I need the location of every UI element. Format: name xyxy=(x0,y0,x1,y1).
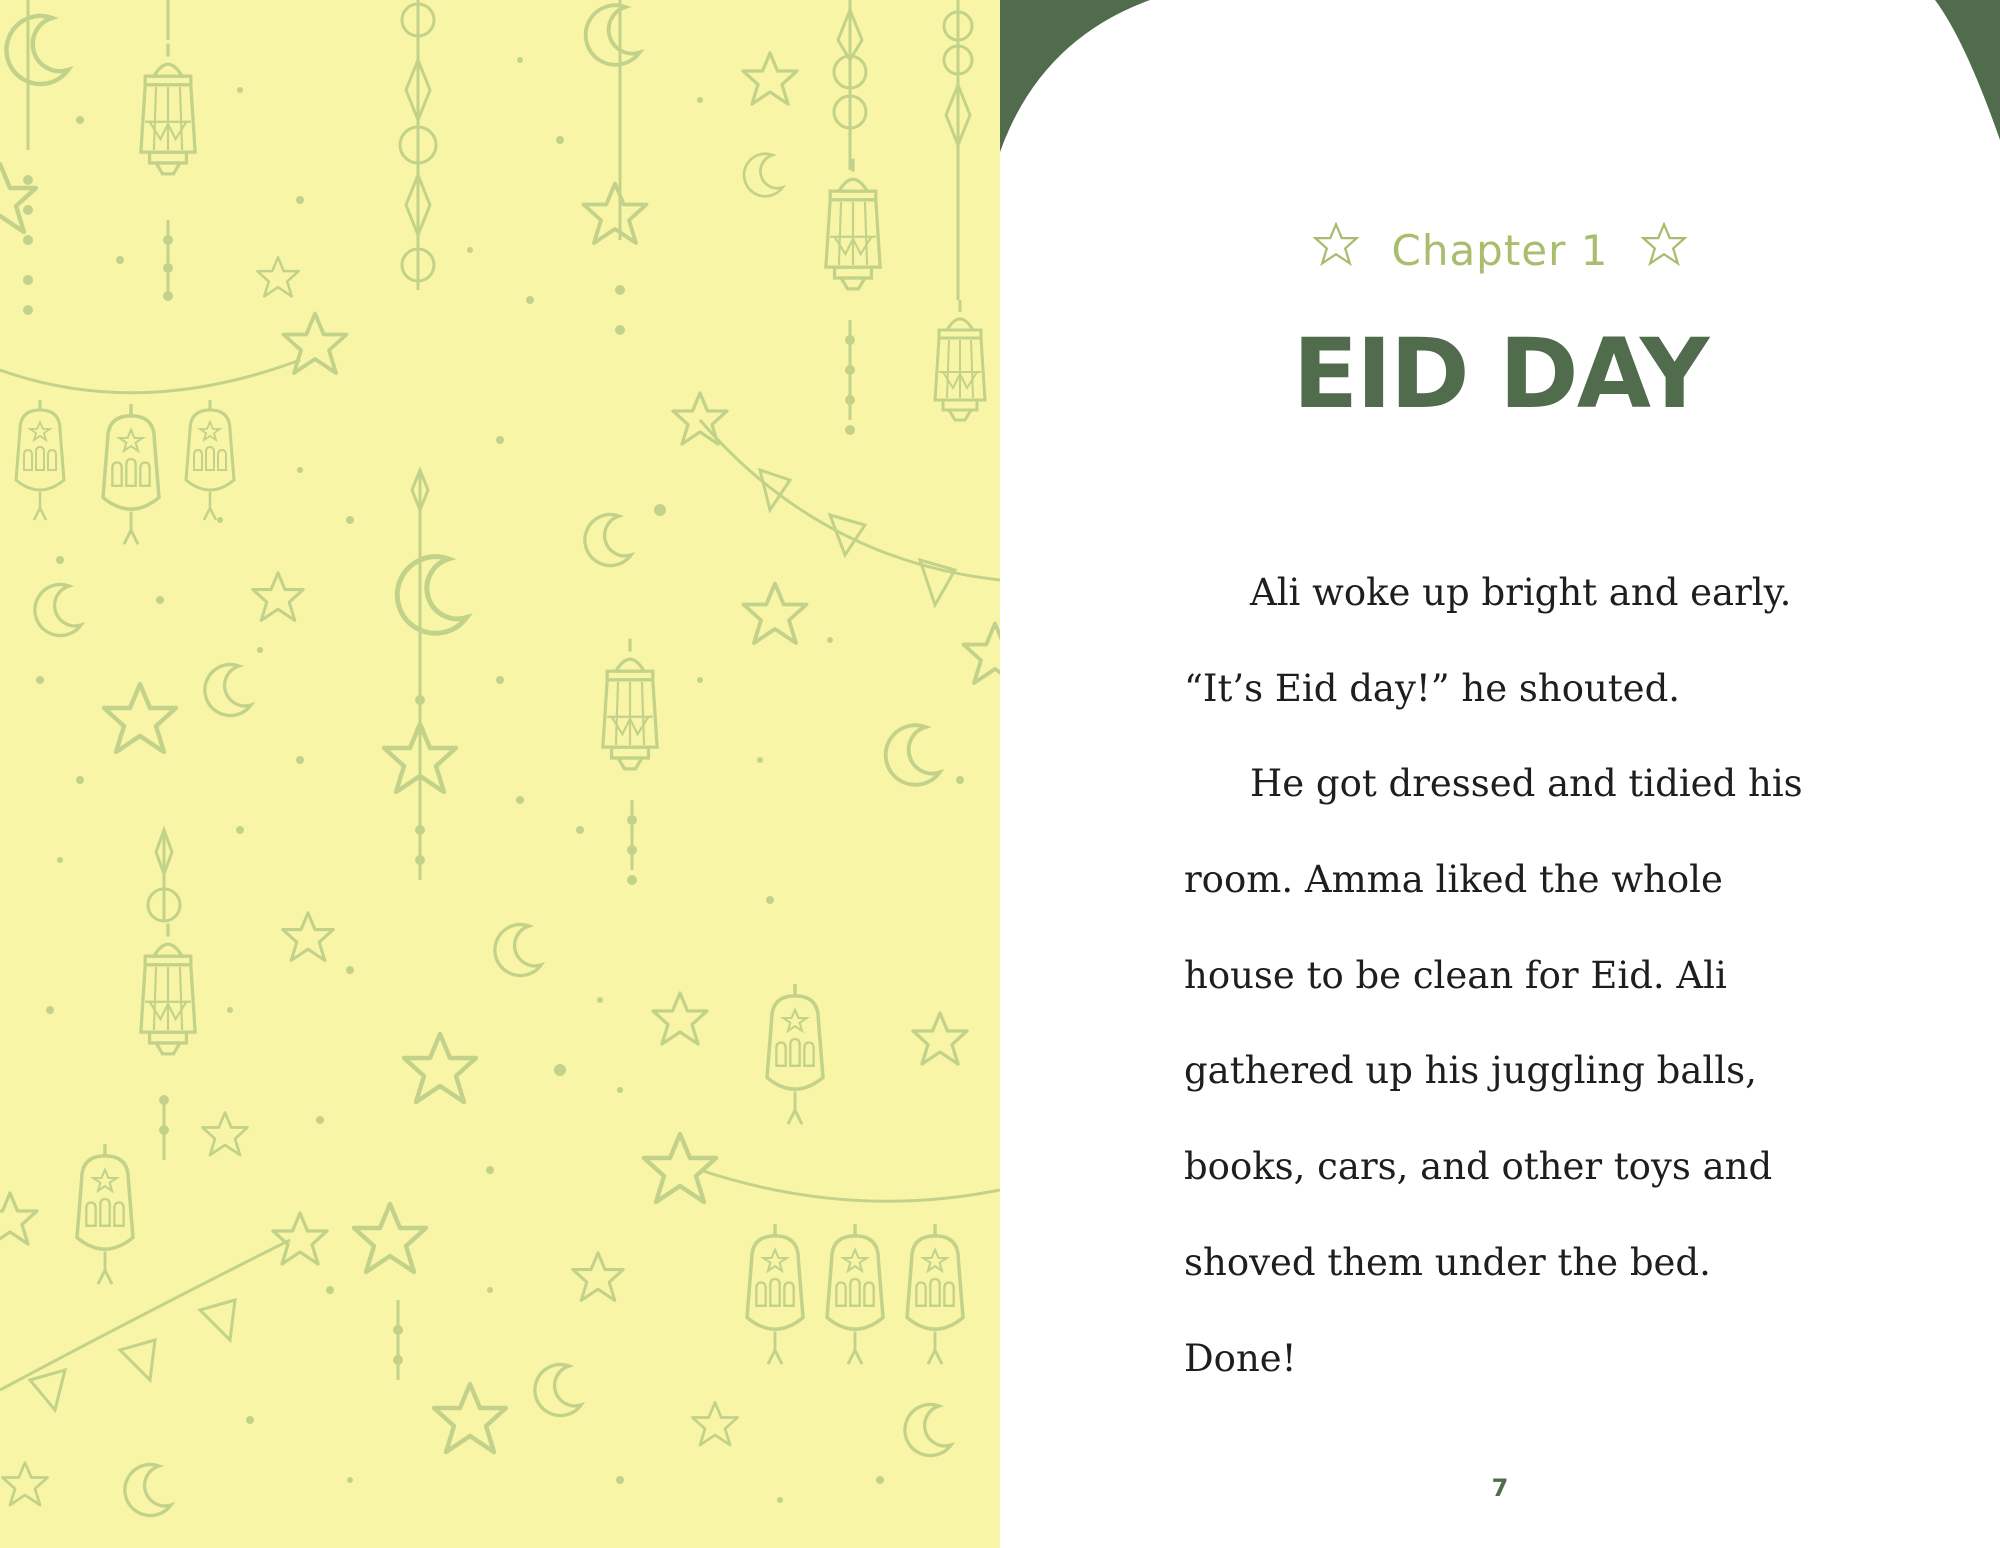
story-line: Ali woke up bright and early. xyxy=(1250,571,1792,614)
page-number: 7 xyxy=(1491,1474,1509,1502)
chapter-title: EID DAY xyxy=(1292,318,1708,430)
story-line: He got dressed and tidied his xyxy=(1250,762,1803,806)
story-line: “It’s Eid day!” he shouted. xyxy=(1184,666,1681,710)
story-line: books, cars, and other toys and xyxy=(1184,1145,1773,1189)
chapter-number: Chapter 1 xyxy=(1391,225,1609,275)
right-page xyxy=(1000,0,2000,1548)
story-line: room. Amma liked the whole xyxy=(1184,858,1723,902)
star-icon xyxy=(1313,222,1359,278)
story-text xyxy=(1184,562,1904,1423)
corner-decoration xyxy=(1000,0,2000,160)
story-line: gathered up his juggling balls, xyxy=(1184,1049,1757,1093)
story-line: Done! xyxy=(1184,1336,1297,1380)
story-line: shoved them under the bed. xyxy=(1184,1240,1711,1284)
chapter-label xyxy=(1000,222,2000,278)
story-line: house to be clean for Eid. Ali xyxy=(1184,953,1727,997)
star-icon xyxy=(1641,222,1687,278)
